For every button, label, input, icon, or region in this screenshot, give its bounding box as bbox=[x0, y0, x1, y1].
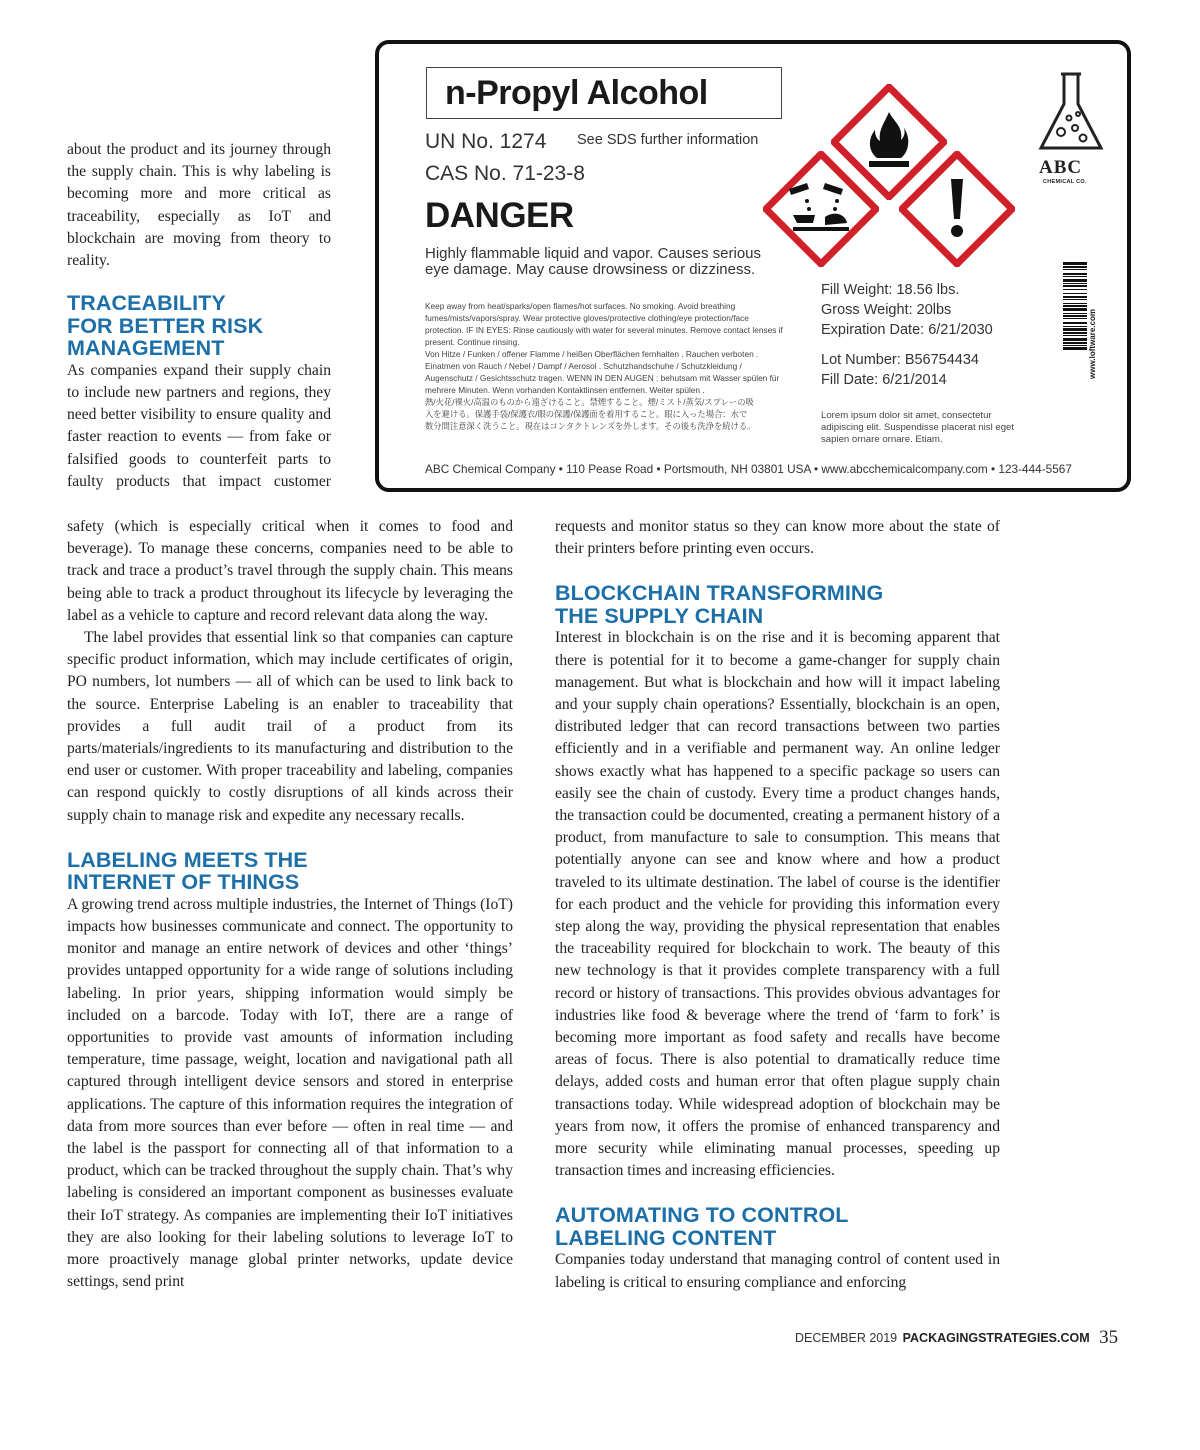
barcode-bar bbox=[1063, 266, 1087, 268]
product-info-block bbox=[821, 280, 993, 390]
barcode-bar bbox=[1063, 305, 1087, 307]
intro-paragraph: about the product and its journey through the supply chain. This is why labeling is becoming more and more critical as traceability, especially as IoT and blockchain are moving from theory to reality. bbox=[67, 141, 331, 270]
heading-line: TRACEABILITY bbox=[67, 291, 226, 316]
left-column-bottom bbox=[67, 516, 513, 1294]
heading-line: BLOCKCHAIN TRANSFORMING bbox=[555, 581, 884, 606]
barcode-bar bbox=[1063, 273, 1087, 275]
precaution-line: Von Hitze / Funken / offener Flamme / heißen Oberflächen fernhalten . Rauchen verboten . bbox=[425, 349, 759, 359]
website-name: PACKAGINGSTRATEGIES.COM bbox=[902, 1331, 1090, 1345]
barcode-bar bbox=[1063, 285, 1087, 287]
barcode-bar bbox=[1063, 308, 1087, 311]
barcode-bar bbox=[1063, 332, 1087, 334]
precaution-line: 数分間注意深く洗うこと。現在はコンタクトレンズを外します。その後も洗浄を続ける。 bbox=[425, 421, 756, 431]
precaution-line: mehrere Minuten. Wenn vorhanden Kontaktlinsen entfernen. Weiter spülen . bbox=[425, 385, 705, 395]
barcode-bar bbox=[1063, 289, 1087, 290]
right-column bbox=[555, 516, 1000, 1294]
barcode-bars bbox=[1063, 262, 1087, 350]
precautionary-statements bbox=[425, 300, 795, 432]
page-footer bbox=[795, 1326, 1118, 1348]
barcode-bar bbox=[1063, 345, 1087, 346]
barcode-bar bbox=[1063, 269, 1087, 270]
left-column-top bbox=[67, 139, 331, 493]
precaution-line: Einatmen von Rauch / Nebel / Dampf / Aerosol . Schutzhandschuhe / Schutzkleidung / bbox=[425, 361, 742, 371]
barcode-bar bbox=[1063, 342, 1087, 344]
section-heading-iot bbox=[67, 849, 513, 894]
chemical-label-image bbox=[375, 40, 1131, 492]
heading-line: AUTOMATING TO CONTROL bbox=[555, 1203, 849, 1228]
precaution-line: Keep away from heat/sparks/open flames/hot surfaces. No smoking. Avoid breathing bbox=[425, 301, 736, 311]
traceability-paragraph-continued: safety (which is especially critical when it comes to food and beverage). To manage these concerns, companies need to be able to track and trace a product’s travel through the supply chain. This means being able to track a product throughout its lifecycle by leveraging the label as a vehicle to capture and record relevant data along the way. bbox=[67, 518, 513, 624]
precaution-line: 熱/火花/裸火/高温のものから遠ざけること。禁煙すること。煙/ミスト/蒸気/スプレーの吸 bbox=[425, 397, 754, 407]
flask-logo-icon bbox=[1031, 70, 1111, 156]
barcode-text: www.loftware.com bbox=[1088, 309, 1097, 379]
section-heading-traceability bbox=[67, 292, 331, 360]
barcode-bar bbox=[1063, 262, 1087, 265]
precaution-line: fumes/mists/vapors/spray. Wear protective gloves/protective clothing/eye protection/face bbox=[425, 313, 749, 323]
precaution-line: Augenschutz / Gesichtsschutz tragen. WENN IN DEN AUGEN : behutsam mit Wasser spülen für bbox=[425, 373, 780, 383]
barcode-bar bbox=[1063, 293, 1087, 294]
fill-weight: Fill Weight: 18.56 lbs. bbox=[821, 282, 960, 298]
barcode-bar bbox=[1063, 328, 1087, 331]
barcode-bar bbox=[1063, 335, 1087, 336]
label-link-paragraph: The label provides that essential link so that companies can capture specific product information, which may include certificates of origin, PO numbers, lot numbers — all of which can be used to link back to the source. Enterprise Labeling is an enabler to traceability that provides a full audit trail of a product from its parts/materials/ingredients to its manufacturing and distribution to the end user or customer. With proper traceability and labeling, companies can respond quickly to costly disruptions of all kinds across their supply chain to manage risk and expedite any necessary recalls. bbox=[67, 629, 513, 824]
signal-word: DANGER bbox=[425, 196, 574, 235]
barcode-bar bbox=[1063, 347, 1087, 350]
product-name-box bbox=[426, 67, 782, 119]
barcode-bar bbox=[1063, 313, 1087, 314]
heading-line: LABELING MEETS THE bbox=[67, 847, 308, 872]
heading-line: MANAGEMENT bbox=[67, 336, 225, 361]
section-heading-automating bbox=[555, 1204, 1000, 1249]
iot-paragraph: A growing trend across multiple industries, the Internet of Things (IoT) impacts how businesses communicate and connect. The opportunity to monitor and manage an entire network of devices and other ‘things’ provides untapped opportunity for a wide range of solutions including labeling. In prior years, shipping information would simply be included on a barcode. Today with IoT, there are a range of opportunities to provide vast amounts of information including temperature, time passage, weight, location and navigational path all captured through intelligent device sensors and stored in enterprise applications. The capture of this information requires the integration of data from more sources than ever before — often in real time — and the label is the passport for connecting all of that information to a product, which can be tracked throughout the supply chain. That’s why labeling is considered an important component as businesses evaluate their IoT strategy. As companies are implementing their IoT initiatives they are also looking for their labeling solutions to leverage IoT to more proactively manage global printer networks, update device settings, send print bbox=[67, 895, 513, 1291]
continuation-paragraph: requests and monitor status so they can know more about the state of their printers before printing even occurs. bbox=[555, 518, 1000, 558]
heading-line: FOR BETTER RISK bbox=[67, 313, 264, 338]
label-footer: ABC Chemical Company • 110 Pease Road • Portsmouth, NH 03801 USA • www.abcchemicalcompany.com • 123-444-5567 bbox=[425, 462, 1072, 476]
heading-line: INTERNET OF THINGS bbox=[67, 870, 300, 895]
sds-note: See SDS further information bbox=[577, 132, 759, 148]
barcode-bar bbox=[1063, 318, 1087, 319]
issue-date: DECEMBER 2019 bbox=[795, 1331, 898, 1345]
barcode-bar bbox=[1063, 338, 1087, 341]
expiration-date: Expiration Date: 6/21/2030 bbox=[821, 322, 993, 338]
section-heading-blockchain bbox=[555, 582, 1000, 627]
precaution-line: protection. IF IN EYES: Rinse cautiously with water for several minutes. Remove contact lenses if bbox=[425, 325, 783, 335]
automating-paragraph: Companies today understand that managing control of content used in labeling is critical to ensuring compliance and enforcing bbox=[555, 1251, 1000, 1291]
corrosion-pictogram-icon bbox=[763, 151, 879, 267]
un-number: UN No. 1274 bbox=[425, 130, 547, 153]
heading-line: THE SUPPLY CHAIN bbox=[555, 603, 764, 628]
logo-subtext: CHEMICAL CO. bbox=[1043, 179, 1087, 185]
traceability-paragraph-narrow: As companies expand their supply chain to include new partners and regions, they need better visibility to ensure quality and faster reaction to events — from fake or falsified goods to counterfeit parts to faulty products that impact customer bbox=[67, 361, 331, 490]
cas-number: CAS No. 71-23-8 bbox=[425, 162, 585, 185]
product-name: n-Propyl Alcohol bbox=[445, 74, 708, 112]
precaution-line: present. Continue rinsing. bbox=[425, 337, 520, 347]
precaution-line: 入を避ける。保護手袋/保護衣/眼の保護/保護面を着用すること。眼に入った場合：水で bbox=[425, 409, 748, 419]
barcode-bar bbox=[1063, 279, 1087, 282]
barcode-bar bbox=[1063, 299, 1087, 300]
barcode-bar bbox=[1063, 296, 1087, 298]
barcode-bar bbox=[1063, 326, 1087, 327]
barcode-bar bbox=[1063, 303, 1087, 304]
gross-weight: Gross Weight: 20lbs bbox=[821, 302, 952, 318]
barcode-bar bbox=[1063, 315, 1087, 317]
heading-line: LABELING CONTENT bbox=[555, 1225, 777, 1250]
page-number: 35 bbox=[1099, 1327, 1119, 1348]
blockchain-paragraph: Interest in blockchain is on the rise and it is becoming apparent that there is potential for it to become a game-changer for supply chain management. But what is blockchain and how will it impact labeling and your supply chain operations? Essentially, blockchain is an open, distributed ledger that can record transactions between two parties efficiently and in a verifiable and permanent way. An online ledger shows exactly what has happened to a specific package so users can easily see the chain of custody. Every time a product changes hands, the transaction could be documented, creating a permanent history of a product, from manufacture to sale to consumption. This means that potentially anyone can see and know where and how a product traveled to its ultimate destination. The label of course is the identifier for each product and the vehicle for providing this information every step along the way, providing the physical representation that enables the traceability required for blockchain to work. The beauty of this new technology is that it provides complete transparency with a full record or history of transactions. This provides obvious advantages for industries like food & beverage where the trend of ‘farm to fork’ is becoming more important as food safety and recalls have become areas of focus. There is also potential to dramatically reduce time delays, added costs and human error that often plague supply chain transactions today. While widespread adoption of blockchain may be years from now, it offers the promise of enhanced transparency and more security while eliminating manual processes, speeding up transaction times and increasing efficiencies. bbox=[555, 629, 1000, 1180]
barcode-bar bbox=[1063, 276, 1087, 277]
exclamation-mark-pictogram-icon bbox=[899, 151, 1015, 267]
fill-date: Fill Date: 6/21/2014 bbox=[821, 372, 947, 388]
hazard-statement: Highly flammable liquid and vapor. Causes serious eye damage. May cause drowsiness or dizziness. bbox=[425, 245, 762, 278]
lot-number: Lot Number: B56754434 bbox=[821, 352, 979, 368]
barcode-bar bbox=[1063, 322, 1087, 324]
logo-text: ABC bbox=[1039, 157, 1083, 178]
barcode-bar bbox=[1063, 283, 1087, 284]
barcode-icon bbox=[1061, 260, 1105, 428]
lorem-text: Lorem ipsum dolor sit amet, consectetur adipiscing elit. Suspendisse placerat nisl eget sapien ornare ornare. Etiam. bbox=[821, 410, 1015, 445]
